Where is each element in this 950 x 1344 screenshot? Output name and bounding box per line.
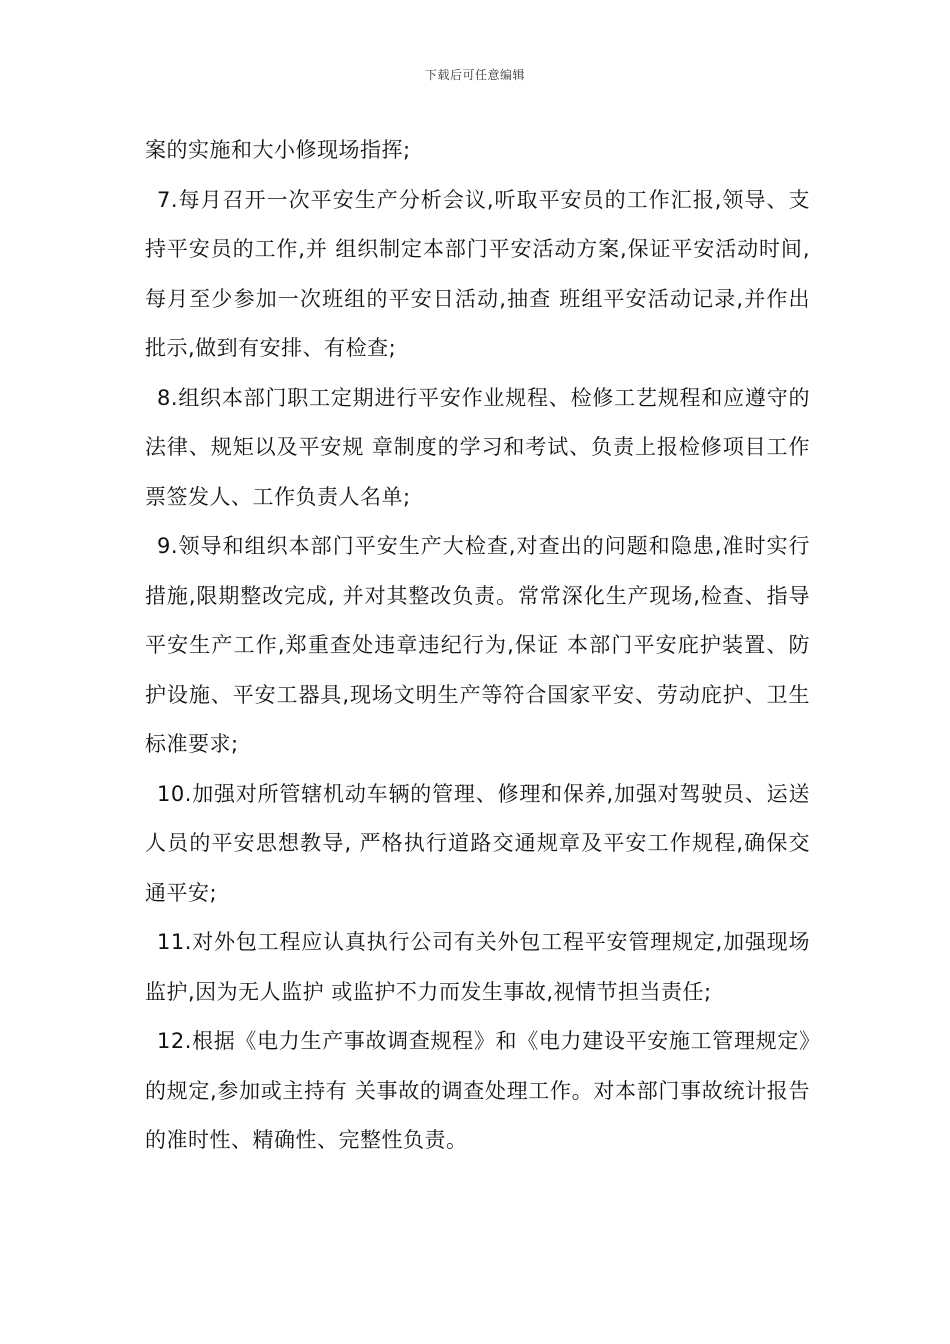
paragraph-item-11: 11.对外包工程应认真执行公司有关外包工程平安管理规定,加强现场监护,因为无人监护 或监护不力而发生事故,视情节担当责任; [145,930,810,1004]
paragraph-item-12: 12.根据《电力生产事故调查规程》和《电力建设平安施工管理规定》的规定,参加或主持有 关事故的调查处理工作。对本部门事故统计报告的准时性、精确性、完整性负责。 [145,1029,810,1152]
paragraph-item-7: 7.每月召开一次平安生产分析会议,听取平安员的工作汇报,领导、支持平安员的工作,并 组织制定本部门平安活动方案,保证平安活动时间,每月至少参加一次班组的平安日活动,抽查 班组平安活动记录,并作出批示,做到有安排、有检查; [145,187,810,360]
header-note: 下载后可任意编辑 [424,68,525,82]
paragraph-item-9: 9.领导和组织本部门平安生产大检查,对查出的问题和隐患,准时实行措施,限期整改完成, 并对其整改负责。常常深化生产现场,检查、指导平安生产工作,郑重查处违章违纪行为,保证 本部门平安庇护装置、防护设施、平安工器具,现场文明生产等符合国家平安、劳动庇护、卫生 标准要求; [145,534,810,756]
paragraph-1: 案的实施和大小修现场指挥; [145,138,411,162]
paragraph-item-8: 8.组织本部门职工定期进行平安作业规程、检修工艺规程和应遵守的法律、规矩以及平安规 章制度的学习和考试、负责上报检修项目工作票签发人、工作负责人名单; [145,385,810,509]
paragraph-item-10: 10.加强对所管辖机动车辆的管理、修理和保养,加强对驾驶员、运送人员的平安思想教导, 严格执行道路交通规章及平安工作规程,确保交通平安; [145,781,810,905]
document-body [145,126,810,1166]
